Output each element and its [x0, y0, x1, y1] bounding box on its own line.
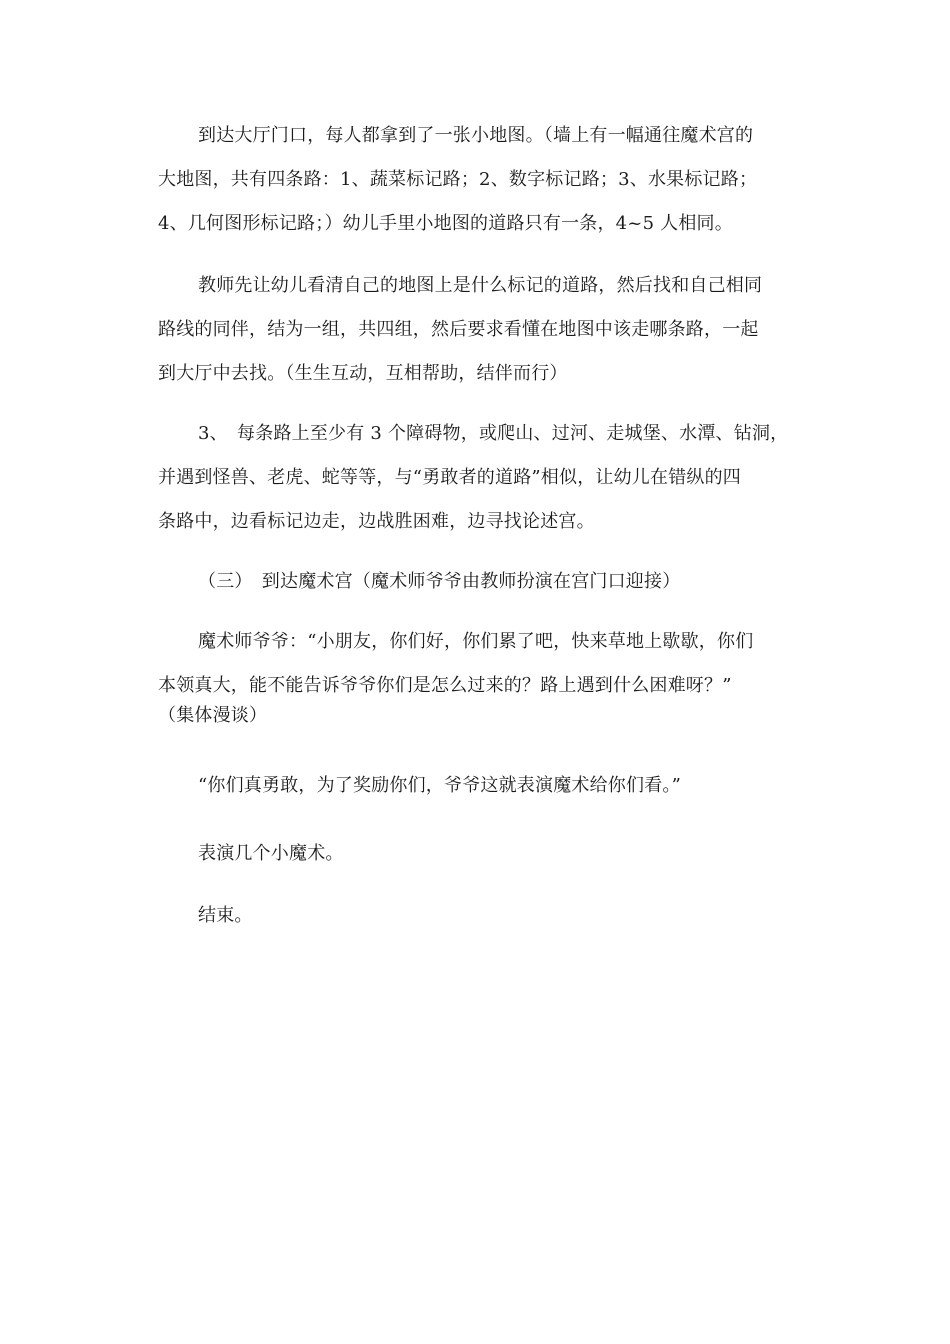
paragraph-obstacles — [158, 412, 798, 544]
paragraph-hall-entrance — [158, 114, 798, 246]
text-line: 大地图，共有四条路：1、蔬菜标记路；2、数字标记路；3、水果标记路； — [158, 169, 758, 190]
text-line: 条路中，边看标记边走，边战胜困难，边寻找论述宫。 — [158, 511, 595, 532]
text-line: 到大厅中去找。（生生互动，互相帮助，结伴而行） — [158, 363, 568, 384]
text-line: 路线的同伴，结为一组，共四组，然后要求看懂在地图中该走哪条路，一起 — [158, 319, 759, 340]
paragraph-magician-greeting — [158, 620, 798, 738]
text-line: 表演几个小魔术。 — [198, 843, 344, 864]
text-line: “你们真勇敢，为了奖励你们，爷爷这就表演魔术给你们看。” — [198, 775, 682, 796]
text-line: （三） 到达魔术宫（魔术师爷爷由教师扮演在宫门口迎接） — [198, 571, 681, 592]
text-line: 魔术师爷爷：“小朋友，你们好，你们累了吧，快来草地上歇歇，你们 — [198, 631, 754, 652]
paragraph-reward-quote — [158, 764, 798, 808]
section-heading-magic-palace — [158, 560, 798, 604]
text-line: 教师先让幼儿看清自己的地图上是什么标记的道路，然后找和自己相同 — [198, 275, 763, 296]
text-line: 4、几何图形标记路；）幼儿手里小地图的道路只有一条，4~5 人相同。 — [158, 213, 733, 234]
paragraph-teacher-instructions — [158, 264, 798, 396]
paragraph-end — [158, 894, 798, 938]
paragraph-perform-magic — [158, 832, 798, 876]
text-line: 本领真大，能不能告诉爷爷你们是怎么过来的？路上遇到什么困难呀？” — [158, 675, 732, 696]
text-line: 并遇到怪兽、老虎、蛇等等，与“勇敢者的道路”相似，让幼儿在错纵的四 — [158, 467, 742, 488]
text-line: 3、 每条路上至少有 3 个障碍物，或爬山、过河、走城堡、水潭、钻洞， — [198, 423, 789, 444]
text-line: 到达大厅门口，每人都拿到了一张小地图。（墙上有一幅通往魔术宫的 — [198, 125, 754, 146]
text-line: 结束。 — [198, 905, 253, 926]
text-line: （集体漫谈） — [158, 705, 268, 726]
